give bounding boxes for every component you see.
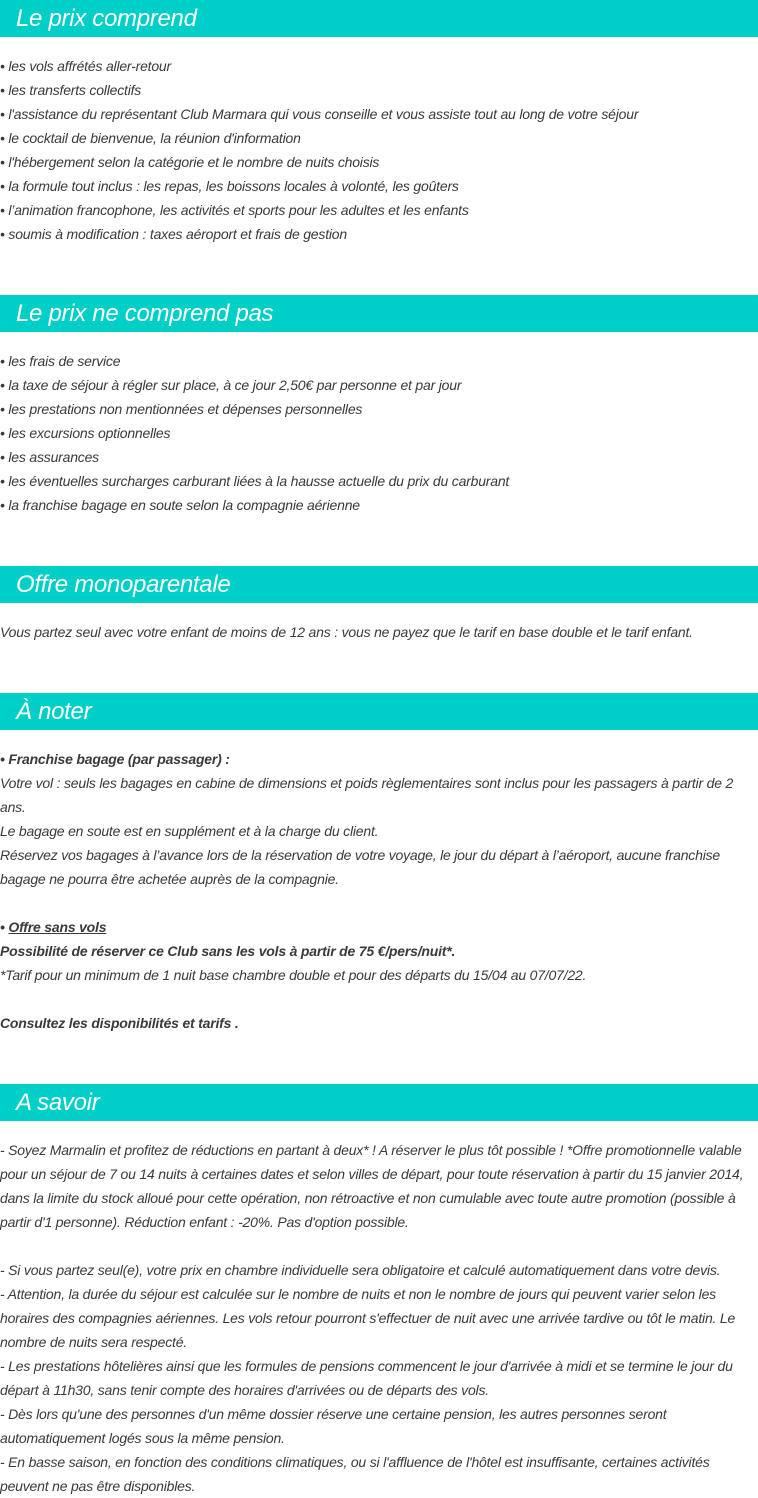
included-list [0,54,758,246]
baggage-line: Le bagage en soute est en supplément et à la charge du client. [0,823,379,839]
section-title-notes: À noter [0,693,758,730]
section-title-not-included: Le prix ne comprend pas [0,295,758,332]
know-content [0,1138,758,1498]
list-item: • l'assistance du représentant Club Marmara qui vous conseille et vous assiste tout au long de votre séjour [0,106,639,122]
list-item: • la formule tout inclus : les repas, les boissons locales à volonté, les goûters [0,178,459,194]
list-item: • les frais de service [0,353,121,369]
no-flight-heading-row [0,915,758,939]
notes-content [0,747,758,1035]
spacer [0,1234,758,1258]
no-flight-footnote: *Tarif pour un minimum de 1 nuit base chambre double et pour des départs du 15/04 au 07/07/22. [0,967,587,983]
list-item: • l’animation francophone, les activités et sports pour les adultes et les enfants [0,202,469,218]
spacer [0,987,758,1011]
list-item: • le cocktail de bienvenue, la réunion d'information [0,130,301,146]
bullet: • [0,919,9,935]
baggage-heading: • Franchise bagage (par passager) : [0,751,230,767]
know-item: - Si vous partez seul(e), votre prix en chambre individuelle sera obligatoire et calculé automatiquement dans votre devis. [0,1262,721,1278]
list-item: • les vols affrétés aller-retour [0,58,171,74]
list-item: • les excursions optionnelles [0,425,171,441]
list-item: • les prestations non mentionnées et dépenses personnelles [0,401,363,417]
know-item: - Dès lors qu'une des personnes d'un même dossier réserve une certaine pension, les autres personnes seront automatiquement logés sous la même pension. [0,1406,667,1446]
know-item: - Attention, la durée du séjour est calculée sur le nombre de nuits et non le nombre de jours qui peuvent varier selon les horaires des compagnies aériennes. Les vols retour pourront s'effectuer de nuit avec une arrivée tardive ou tôt le matin. Le nombre de nuits sera respecté. [0,1286,736,1350]
know-item: - Les prestations hôtelières ainsi que les formules de pensions commencent le jour d'arrivée à midi et se termine le jour du départ à 11h30, sans tenir compte des horaires d'arrivées ou de départs des vols. [0,1358,733,1398]
no-flight-heading: Offre sans vols [8,919,107,935]
know-item: - En basse saison, en fonction des conditions climatiques, ou si l'affluence de l'hôtel est insuffisante, certaines activités peuvent ne pas être disponibles. [0,1454,710,1494]
single-parent-paragraph: Vous partez seul avec votre enfant de moins de 12 ans : vous ne payez que le tarif en base double et le tarif enfant. [0,624,693,640]
section-title-know: A savoir [0,1084,758,1121]
section-title-single-parent: Offre monoparentale [0,566,758,603]
list-item: • soumis à modification : taxes aéroport et frais de gestion [0,226,347,242]
promo-paragraph: - Soyez Marmalin et profitez de réductions en partant à deux* ! A réserver le plus tôt possible ! *Offre promotionnelle valable pour un séjour de 7 ou 14 nuits à certaines dates et selon villes de départ, pour toute réservation à partir du 15 janvier 2014, dans la limite du stock alloué pour cette opération, non rétroactive et non cumulable avec toute autre promotion (possible à partir d'1 personne). Réduction enfant : -20%. Pas d'option possible. [0,1142,744,1230]
no-flight-offer: Possibilité de réserver ce Club sans les vols à partir de 75 €/pers/nuit*. [0,943,456,959]
list-item: • la taxe de séjour à régler sur place, à ce jour 2,50€ par personne et par jour [0,377,462,393]
section-title-included: Le prix comprend [0,0,758,37]
list-item: • la franchise bagage en soute selon la compagnie aérienne [0,497,360,513]
not-included-list [0,349,758,517]
list-item: • les éventuelles surcharges carburant liées à la hausse actuelle du prix du carburant [0,473,510,489]
spacer [0,891,758,915]
baggage-line: Votre vol : seuls les bagages en cabine de dimensions et poids règlementaires sont inclus pour les passagers à partir de 2 ans. [0,775,734,815]
list-item: • les transferts collectifs [0,82,142,98]
list-item: • les assurances [0,449,99,465]
single-parent-text [0,620,758,644]
baggage-line: Réservez vos bagages à l’avance lors de la réservation de votre voyage, le jour du départ à l’aéroport, aucune franchise bagage ne pourra être achetée auprès de la compagnie. [0,847,720,887]
list-item: • l'hébergement selon la catégorie et le nombre de nuits choisis [0,154,380,170]
consult-availability: Consultez les disponibilités et tarifs . [0,1015,239,1031]
